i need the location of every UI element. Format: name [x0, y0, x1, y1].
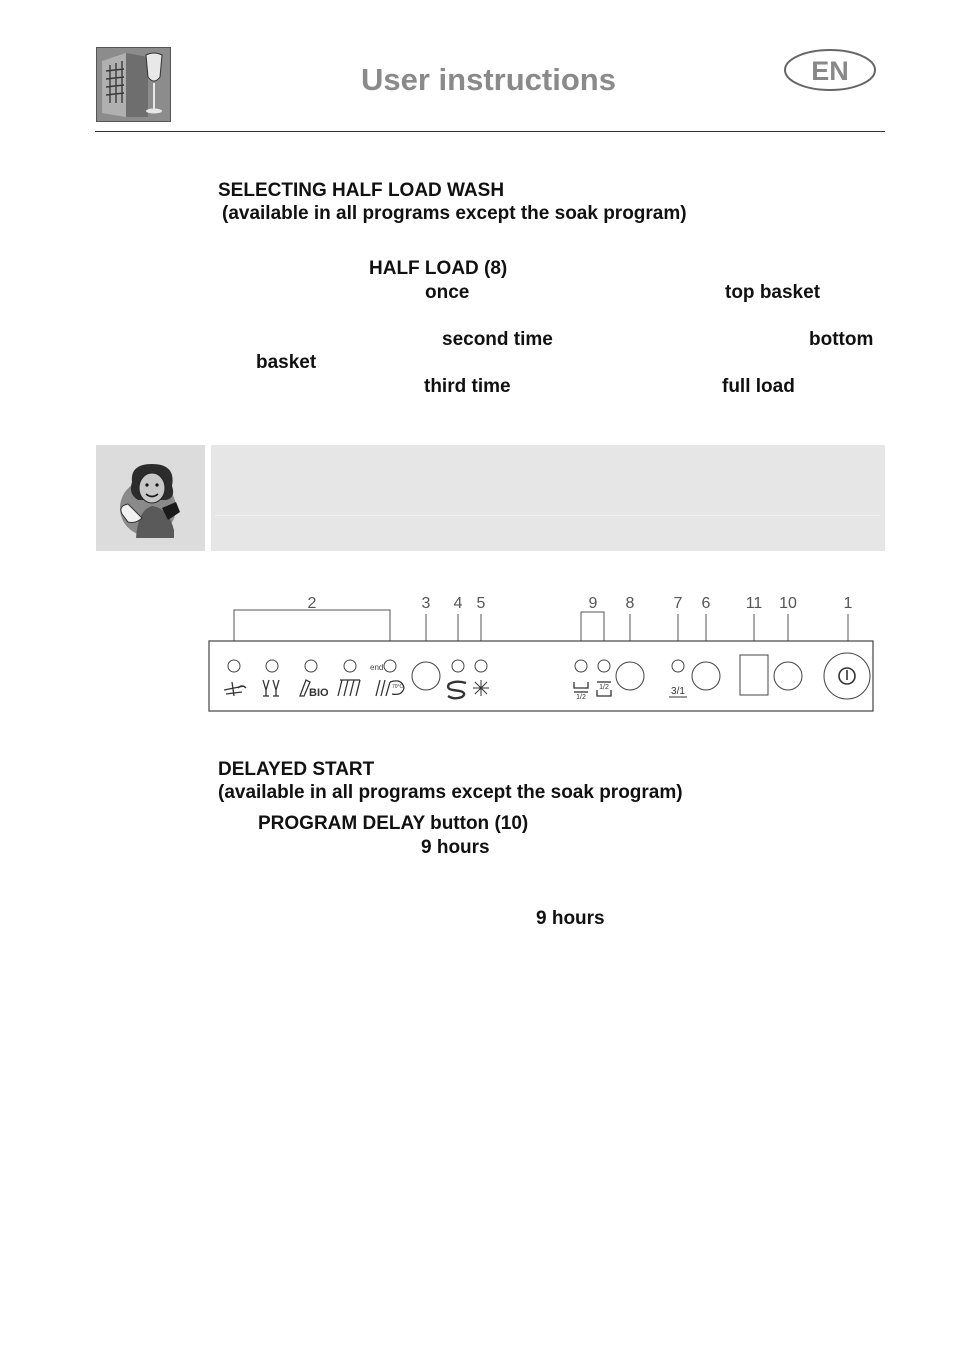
led-bottom-basket: [598, 660, 610, 672]
program-button: [412, 662, 440, 690]
callout-6: 6: [701, 595, 711, 612]
language-badge-label: EN: [811, 56, 849, 86]
bottom-text: bottom: [809, 329, 874, 350]
full-load-text: full load: [722, 376, 795, 397]
note-box: [96, 445, 885, 551]
bio-label: BIO: [309, 687, 329, 699]
led-soak: [228, 660, 240, 672]
panel-frame: [209, 641, 873, 711]
half-load-button: [616, 662, 644, 690]
dishwasher-logo-icon: [96, 47, 171, 122]
rinse-aid-icon: [473, 680, 489, 696]
half-load-subheading: (available in all programs except the soak program): [222, 203, 687, 224]
led-intensive: [384, 660, 396, 672]
second-time-text: second time: [442, 329, 553, 350]
once-text: once: [425, 282, 470, 303]
third-time-text: third time: [424, 376, 511, 397]
header-divider: [95, 131, 885, 132]
top-basket-text: top basket: [725, 282, 821, 303]
led-salt: [452, 660, 464, 672]
language-badge: [783, 48, 877, 92]
half-right-label: 1/2: [599, 684, 609, 691]
program-delay-button: [774, 662, 802, 690]
callout-7: 7: [673, 595, 683, 612]
control-panel-diagram: [208, 590, 876, 714]
delayed-start-subheading: (available in all programs except the soak program): [218, 782, 683, 803]
callout-10: 10: [779, 595, 797, 612]
led-glasses: [266, 660, 278, 672]
led-normal: [344, 660, 356, 672]
half-load-button-ref: HALF LOAD (8): [369, 258, 508, 279]
ratio-label: 3/1: [671, 686, 685, 697]
callout-11: 11: [745, 595, 763, 612]
half-load-heading: SELECTING HALF LOAD WASH: [218, 180, 505, 201]
note-divider: [205, 445, 211, 551]
led-bio: [305, 660, 317, 672]
assistant-avatar-icon: [112, 458, 192, 540]
temp-label: 70°C: [392, 684, 404, 690]
led-delay: [672, 660, 684, 672]
note-inner-rule: [215, 515, 880, 516]
led-top-basket: [575, 660, 587, 672]
end-label: end: [370, 663, 384, 672]
callout-1: 1: [843, 595, 853, 612]
delayed-start-heading: DELAYED START: [218, 759, 375, 780]
callout-8: 8: [625, 595, 635, 612]
callout-3: 3: [421, 595, 431, 612]
basket-text: basket: [256, 352, 317, 373]
led-rinse-aid: [475, 660, 487, 672]
callout-5: 5: [476, 595, 486, 612]
hours-text-2: 9 hours: [536, 908, 605, 929]
callout-4: 4: [453, 595, 463, 612]
page-title: User instructions: [361, 62, 616, 97]
callout-2: 2: [307, 595, 317, 612]
half-left-label: 1/2: [576, 694, 586, 701]
callout-9: 9: [588, 595, 598, 612]
program-delay-button-ref: PROGRAM DELAY button (10): [258, 813, 529, 834]
display-window: [740, 655, 768, 695]
delay-button: [692, 662, 720, 690]
hours-text-1: 9 hours: [421, 837, 490, 858]
